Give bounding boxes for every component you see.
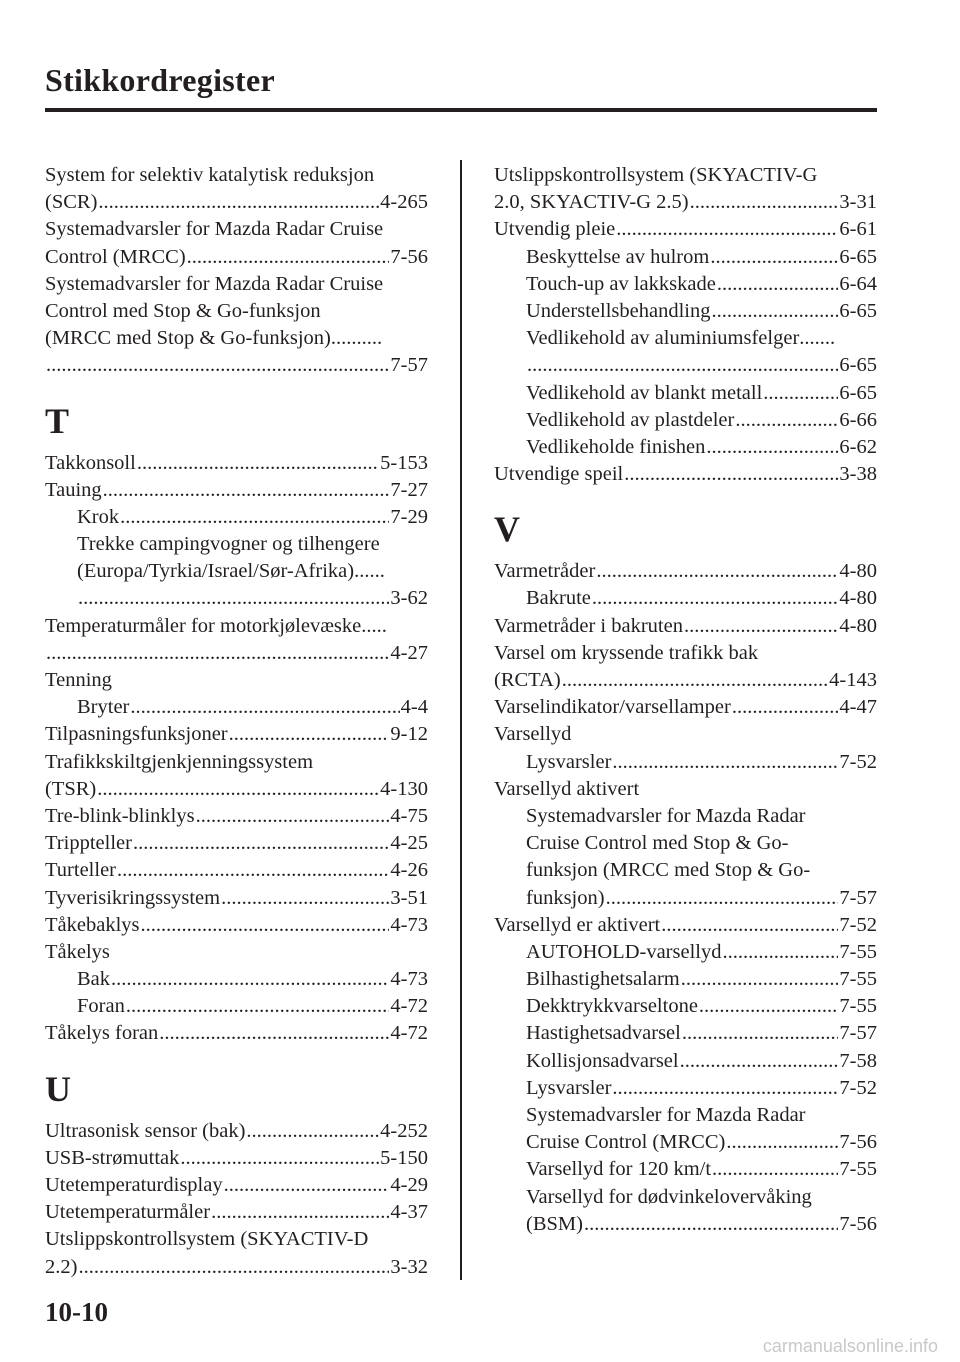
index-entry: [494, 298, 877, 325]
section-letter: V: [494, 509, 520, 550]
index-entry: [494, 1184, 877, 1211]
leader-dots: [710, 244, 838, 271]
entry-text: Tåkelys: [45, 940, 110, 963]
entry-text: (RCTA): [494, 669, 561, 691]
entry-page: 6-62: [839, 435, 877, 458]
index-entry: [494, 912, 877, 939]
leader-dots: [527, 352, 838, 379]
entry-text: Utslippskontrollsystem (SKYACTIV-G: [494, 164, 818, 186]
entry-text: Tåkelys foran: [45, 1022, 159, 1045]
entry-text: Lysvarsler: [526, 750, 612, 773]
entry-text: AUTOHOLD-varsellyd: [526, 940, 722, 963]
entry-page: 7-56: [390, 245, 428, 268]
entry-text: Cruise Control med Stop & Go-: [526, 832, 789, 855]
entry-text: Bakrute: [526, 587, 591, 610]
entry-text: Lysvarsler: [526, 1076, 612, 1099]
index-entry: [494, 721, 877, 748]
index-entry: [494, 1048, 877, 1075]
index-entry: [494, 939, 877, 966]
leader-dots: [120, 504, 389, 531]
index-entry: [45, 640, 428, 667]
column-divider: [460, 160, 462, 1280]
leader-dots: [584, 1211, 838, 1238]
index-entry: [494, 407, 877, 434]
entry-text: Trippteller: [45, 832, 132, 855]
leader-dots: [98, 189, 379, 216]
entry-text: funksjon): [526, 886, 605, 909]
leader-dots: [717, 271, 839, 298]
entry-page: 4-25: [390, 832, 428, 855]
leader-dots: [732, 694, 839, 721]
entry-text: Tyverisikringssystem: [45, 886, 221, 909]
entry-text: (Europa/Tyrkia/Israel/Sør-Afrika): [77, 560, 355, 583]
index-entry: [45, 325, 428, 352]
entry-text: Vedlikehold av aluminiumsfelger: [526, 327, 800, 350]
index-entry: [494, 885, 877, 912]
entry-page: 6-65: [839, 299, 877, 322]
entry-text: Temperaturmåler for motorkjølevæske: [45, 614, 362, 637]
entry-page: 6-66: [839, 408, 877, 431]
entry-page: 4-143: [829, 669, 877, 691]
index-entry: [45, 803, 428, 830]
leader-dots: [196, 803, 390, 830]
entry-text: Varsellyd for 120 km/t: [526, 1158, 712, 1181]
leader-dots: [699, 993, 839, 1020]
leader-dots: [180, 1145, 379, 1172]
leader-dots: [211, 1199, 389, 1226]
entry-page: 6-65: [839, 245, 877, 268]
entry-page: 7-57: [839, 886, 877, 909]
leader-dots: [596, 558, 838, 585]
index-entry: [45, 667, 428, 694]
leader-dots: [706, 434, 838, 461]
leader-dots: [159, 1020, 389, 1047]
index-entry: [494, 1211, 877, 1238]
entry-page: 4-26: [390, 859, 428, 882]
index-entry: [494, 640, 877, 667]
entry-page: 3-38: [839, 463, 877, 486]
index-entry: [45, 993, 428, 1020]
page-title: Stikkordregister: [45, 62, 275, 98]
entry-page: 9-12: [390, 723, 428, 746]
index-entry: [45, 939, 428, 966]
entry-text: Systemadvarsler for Mazda Radar Cruise: [45, 218, 384, 241]
entry-text: (SCR): [45, 191, 98, 214]
leader-dots: [690, 189, 839, 216]
entry-text: Trafikkskiltgjenkjenningssystem: [45, 750, 314, 773]
index-entry: [494, 966, 877, 993]
index-entry: [45, 1226, 428, 1253]
index-entry: [45, 749, 428, 776]
index-entry: [494, 1020, 877, 1047]
index-entry: [494, 1102, 877, 1129]
index-entry: [494, 830, 877, 857]
index-entry: [45, 857, 428, 884]
index-entry: [494, 189, 877, 216]
entry-page: 7-57: [839, 1022, 877, 1045]
entry-text: (BSM): [526, 1212, 583, 1235]
leader-dots: [763, 380, 838, 407]
entry-page: 3-62: [390, 587, 428, 610]
leader-dots: [612, 749, 838, 776]
entry-page: 7-57: [390, 354, 428, 377]
index-entry: [494, 857, 877, 884]
leader-dots: [187, 244, 390, 271]
entry-text: Tenning: [45, 669, 112, 691]
trailing-dots: ..........: [330, 327, 383, 350]
index-entry: [494, 776, 877, 803]
entry-text: Varselindikator/varsellamper: [494, 696, 731, 719]
entry-page: 7-52: [839, 913, 877, 936]
entry-page: 7-55: [839, 995, 877, 1018]
index-entry: [45, 613, 428, 640]
entry-text: Varsellyd for dødvinkelovervåking: [526, 1185, 812, 1208]
entry-text: Ultrasonisk sensor (bak): [45, 1119, 246, 1142]
index-entry: [494, 667, 877, 694]
entry-text: Systemadvarsler for Mazda Radar: [526, 804, 806, 827]
entry-text: Control (MRCC): [45, 245, 186, 268]
index-entry: [494, 1156, 877, 1183]
index-entry: [45, 477, 428, 504]
index-entry: [494, 461, 877, 488]
index-entry: [45, 558, 428, 585]
entry-text: Varsellyd aktivert: [494, 777, 640, 800]
entry-page: 7-56: [839, 1212, 877, 1235]
index-entry: [494, 271, 877, 298]
entry-text: 2.2): [45, 1255, 78, 1278]
leader-dots: [680, 1048, 839, 1075]
index-entry: [45, 885, 428, 912]
header-rule: [45, 108, 877, 112]
entry-page: 4-73: [390, 968, 428, 991]
index-entry: [494, 694, 877, 721]
entry-text: Systemadvarsler for Mazda Radar Cruise: [45, 272, 384, 295]
entry-page: 4-130: [380, 777, 428, 800]
entry-page: 4-265: [380, 191, 428, 214]
entry-page: 7-58: [839, 1049, 877, 1072]
index-entry: [494, 380, 877, 407]
leader-dots: [224, 1172, 390, 1199]
entry-page: 7-55: [839, 968, 877, 991]
entry-text: Utetemperaturdisplay: [45, 1174, 223, 1196]
entry-text: Bak: [77, 968, 111, 991]
entry-text: Vedlikeholde finishen: [526, 435, 706, 458]
entry-text: Varmetråder: [494, 560, 596, 583]
trailing-dots: ......: [354, 560, 385, 583]
leader-dots: [592, 585, 839, 612]
index-entry: [45, 450, 428, 477]
entry-page: 6-65: [839, 354, 877, 377]
leader-dots: [137, 450, 379, 477]
entry-text: 2.0, SKYACTIV-G 2.5): [494, 191, 689, 214]
index-entry: [45, 504, 428, 531]
entry-page: 4-47: [839, 696, 877, 719]
entry-page: 6-64: [839, 272, 877, 295]
leader-dots: [78, 585, 389, 612]
entry-page: 7-52: [839, 750, 877, 773]
section-letter: T: [45, 400, 70, 441]
entry-text: USB-strømuttak: [45, 1146, 180, 1169]
index-column-left: [45, 162, 428, 1281]
entry-page: 5-150: [380, 1146, 428, 1169]
entry-page: 4-80: [839, 614, 877, 637]
entry-text: Tåkebaklys: [45, 913, 140, 936]
entry-text: Hastighetsadvarsel: [526, 1022, 681, 1045]
entry-text: Understellsbehandling: [526, 299, 711, 322]
entry-page: 7-52: [839, 1076, 877, 1099]
entry-text: Tauing: [45, 478, 102, 501]
index-entry: [494, 749, 877, 776]
entry-text: Takkonsoll: [45, 451, 136, 474]
entry-text: Vedlikehold av plastdeler: [526, 408, 735, 431]
entry-page: 7-29: [390, 505, 428, 528]
index-entry: [45, 189, 428, 216]
entry-page: 3-31: [839, 191, 877, 214]
index-entry: [45, 966, 428, 993]
leader-dots: [562, 667, 828, 694]
index-entry: [494, 1075, 877, 1102]
index-entry: [45, 830, 428, 857]
entry-text: System for selektiv katalytisk reduksjon: [45, 164, 375, 186]
entry-text: Trekke campingvogner og tilhengere: [77, 533, 380, 556]
entry-text: Turteller: [45, 859, 116, 882]
index-entry: [494, 1129, 877, 1156]
entry-text: Krok: [77, 505, 120, 528]
leader-dots: [133, 830, 389, 857]
entry-text: Vedlikehold av blankt metall: [526, 381, 763, 404]
entry-page: 3-32: [390, 1255, 428, 1278]
entry-text: Varsellyd er aktivert: [494, 913, 661, 936]
leader-dots: [46, 352, 389, 379]
watermark: carmanualsonline.info: [762, 1336, 938, 1356]
entry-page: 4-72: [390, 1022, 428, 1045]
index-entry: [494, 558, 877, 585]
index-entry: [45, 271, 428, 298]
leader-dots: [97, 776, 379, 803]
index-entry: [45, 721, 428, 748]
leader-dots: [111, 966, 389, 993]
entry-page: 6-65: [839, 381, 877, 404]
leader-dots: [103, 477, 390, 504]
trailing-dots: .....: [361, 614, 387, 637]
entry-text: Touch-up av lakkskade: [526, 272, 716, 295]
index-entry: [45, 216, 428, 243]
entry-page: 7-55: [839, 1158, 877, 1181]
leader-dots: [130, 694, 399, 721]
leader-dots: [624, 461, 838, 488]
leader-dots: [141, 912, 390, 939]
entry-text: Tilpasningsfunksjoner: [45, 723, 228, 746]
leader-dots: [246, 1118, 379, 1145]
leader-dots: [78, 1254, 389, 1281]
entry-text: (MRCC med Stop & Go-funksjon): [45, 327, 331, 350]
index-entry: [45, 1254, 428, 1281]
index-entry: [494, 216, 877, 243]
leader-dots: [606, 885, 839, 912]
leader-dots: [117, 857, 389, 884]
index-entry: [494, 613, 877, 640]
index-entry: [45, 162, 428, 189]
entry-text: Cruise Control (MRCC): [526, 1131, 726, 1154]
entry-page: 7-55: [839, 940, 877, 963]
entry-page: 4-73: [390, 913, 428, 936]
entry-text: Varsel om kryssende trafikk bak: [494, 641, 759, 664]
index-entry: [45, 298, 428, 325]
entry-text: Bryter: [77, 696, 130, 719]
index-entry: [45, 912, 428, 939]
entry-page: 4-37: [390, 1201, 428, 1224]
entry-text: Utetemperaturmåler: [45, 1201, 211, 1224]
index-entry: [494, 434, 877, 461]
entry-text: Utvendige speil: [494, 463, 624, 486]
entry-page: 4-80: [839, 560, 877, 583]
entry-text: Varsellyd: [494, 723, 572, 746]
entry-page: 6-61: [839, 218, 877, 241]
trailing-dots: .......: [799, 327, 836, 350]
leader-dots: [722, 939, 838, 966]
entry-page: 5-153: [380, 451, 428, 474]
index-column-right: [494, 162, 877, 1238]
index-entry: [45, 1199, 428, 1226]
leader-dots: [711, 298, 838, 325]
index-entry: [45, 694, 428, 721]
leader-dots: [726, 1129, 838, 1156]
index-entry: [45, 1172, 428, 1199]
entry-page: 4-252: [380, 1119, 428, 1142]
entry-text: Dekktrykkvarseltone: [526, 995, 698, 1018]
entry-page: 4-29: [390, 1174, 428, 1196]
index-entry: [45, 1145, 428, 1172]
index-entry: [494, 352, 877, 379]
entry-text: Control med Stop & Go-funksjon: [45, 299, 321, 322]
entry-text: Beskyttelse av hulrom: [526, 245, 710, 268]
leader-dots: [612, 1075, 838, 1102]
leader-dots: [126, 993, 390, 1020]
entry-text: Varmetråder i bakruten: [494, 614, 683, 637]
leader-dots: [616, 216, 838, 243]
entry-text: funksjon (MRCC med Stop & Go-: [526, 859, 811, 882]
index-entry: [494, 162, 877, 189]
entry-page: 4-80: [839, 587, 877, 610]
entry-text: Tre-blink-blinklys: [45, 804, 195, 827]
entry-text: Kollisjonsadvarsel: [526, 1049, 679, 1072]
entry-page: 7-27: [390, 478, 428, 501]
leader-dots: [684, 613, 838, 640]
leader-dots: [221, 885, 389, 912]
index-entry: [494, 585, 877, 612]
index-entry: [45, 1118, 428, 1145]
leader-dots: [229, 721, 390, 748]
entry-page: 3-51: [390, 886, 428, 909]
leader-dots: [712, 1156, 838, 1183]
page-number: 10-10: [45, 1297, 108, 1327]
entry-page: 4-27: [390, 641, 428, 664]
leader-dots: [682, 1020, 839, 1047]
entry-text: (TSR): [45, 777, 97, 800]
index-entry: [494, 993, 877, 1020]
index-entry: [45, 244, 428, 271]
entry-text: Systemadvarsler for Mazda Radar: [526, 1104, 806, 1126]
section-letter: U: [45, 1068, 71, 1109]
entry-page: 4-72: [390, 995, 428, 1018]
leader-dots: [681, 966, 839, 993]
entry-text: Bilhastighetsalarm: [526, 968, 680, 991]
index-entry: [494, 244, 877, 271]
entry-text: Foran: [77, 995, 125, 1018]
leader-dots: [46, 640, 389, 667]
index-entry: [45, 776, 428, 803]
index-entry: [494, 325, 877, 352]
index-entry: [45, 585, 428, 612]
leader-dots: [661, 912, 838, 939]
index-entry: [45, 1020, 428, 1047]
index-entry: [494, 803, 877, 830]
entry-page: 4-75: [390, 804, 428, 827]
leader-dots: [735, 407, 838, 434]
entry-page: 4-4: [400, 696, 428, 719]
entry-page: 7-56: [839, 1131, 877, 1154]
entry-text: Utvendig pleie: [494, 218, 616, 241]
index-entry: [45, 531, 428, 558]
entry-text: Utslippskontrollsystem (SKYACTIV-D: [45, 1228, 369, 1251]
index-entry: [45, 352, 428, 379]
